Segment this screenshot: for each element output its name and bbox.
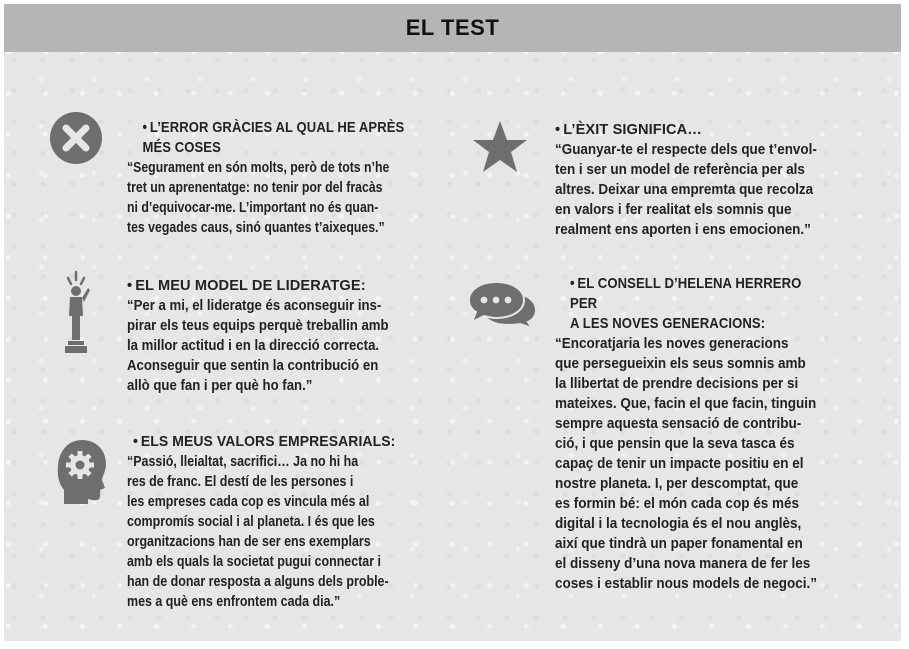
section-body: “Encoratjaria les noves generacions que persegueixin els seus somnis amb la llibertat de prendre decisions per si mateixes. Que, facin el que facin, tinguin sempre aquesta sensació de contribu- ció, i que pensin que la seva tasca és capaç de tenir un impacte positiu en el nostre planeta. I, per descomptat, que es formin bé: el món cada cop és més digital i la tecnologia és el nou anglès, així que tindrà un paper fonamental en el disseny d’una nova manera de fer les coses i establir nous models de negoci.” [555,336,818,592]
page-title: EL TEST [405,15,500,40]
section-success [555,120,875,240]
section-title: • EL MEU MODEL DE LIDERATGE: [127,278,366,294]
cross-circle-icon [50,112,102,169]
section-body: “Segurament en són molts, però de tots n’he tret un aprenentatge: no tenir por del fracàs ni d’equivocar-me. L’important no és quan- tes vegades caus, sinó quantes t’aixeques.” [127,160,390,236]
section-title: • L’ERROR GRÀCIES AL QUAL HE APRÈS MÉS COSES [142,120,405,156]
header-bar [4,4,901,52]
section-values [127,432,447,612]
section-advice [555,274,875,594]
section-title: • L’ÈXIT SIGNIFICA… [555,122,702,138]
section-leadership [127,276,447,396]
leader-figure-icon [62,270,94,361]
head-gear-icon [56,438,108,509]
section-body: “Per a mi, el lideratge és aconseguir ins- pirar els teus equips perquè treballin amb la millor actitud i en la direcció correcta. Aconseguir que sentin la contribució en allò que fan i per què ho fan.” [127,298,389,394]
section-title: • EL CONSELL D’HELENA HERRERO PER A LES NOVES GENERACIONS: [570,276,802,332]
star-icon [472,120,528,179]
section-title: • ELS MEUS VALORS EMPRESARIALS: [133,434,396,450]
section-body: “Passió, lleialtat, sacrifici… Ja no hi ha res de franc. El destí de les persones i les empreses cada cop es vincula més al compromís social i al planeta. I és que les organitzacions han de ser ens exemplars amb els quals la societat pugui connectar i han de donar resposta a alguns dels proble- mes a què ens enfrontem cada dia.” [127,454,389,610]
section-error [127,118,447,238]
speech-bubbles-icon [468,280,538,333]
test-panel [4,4,901,641]
section-body: “Guanyar-te el respecte dels que t’envol- ten i ser un model de referència per als altres. Deixar una empremta que recolza en valors i fer realitat els somnis que realment ens aporten i ens emocionen.” [555,142,817,238]
